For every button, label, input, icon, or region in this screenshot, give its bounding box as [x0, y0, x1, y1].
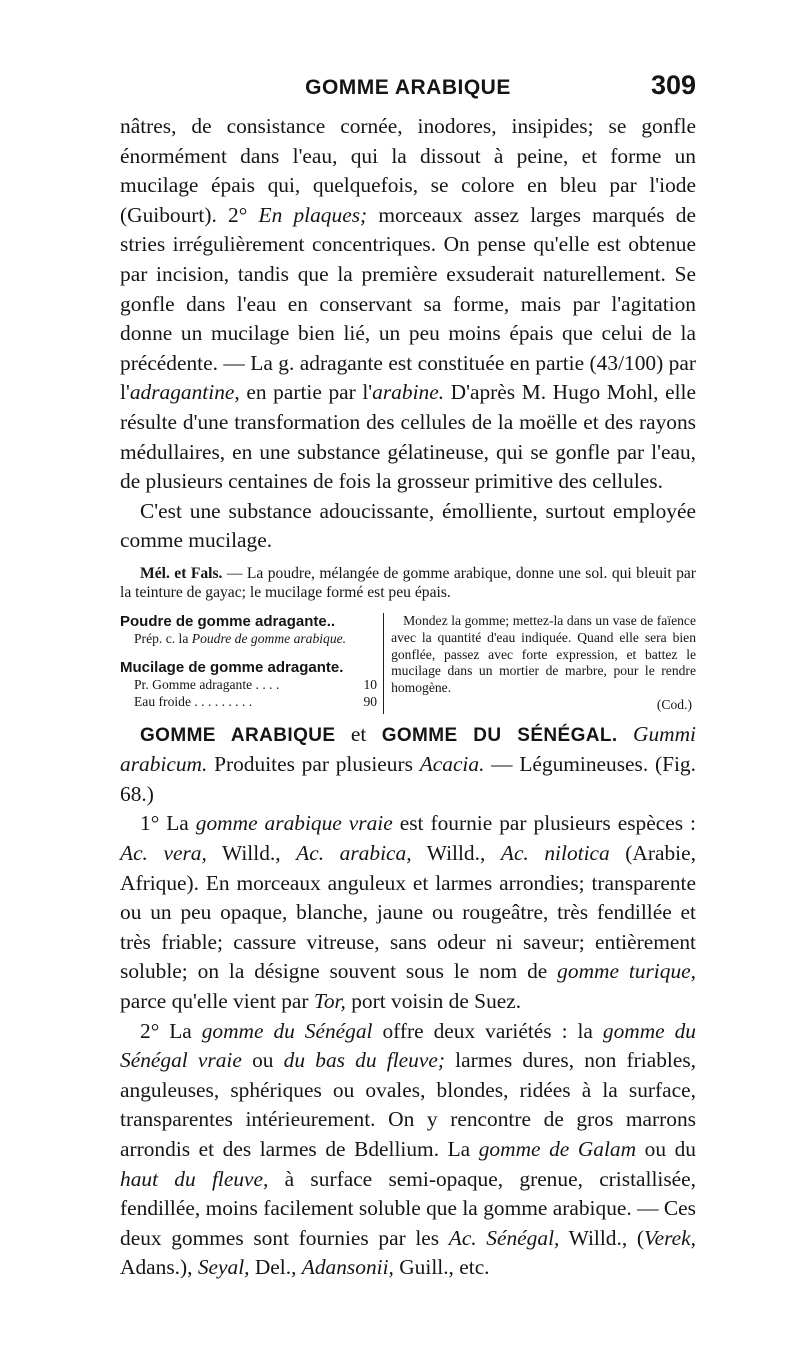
falsifications-label: Mél. et Fals.: [140, 564, 223, 582]
ingredient-quantity: 90: [363, 693, 378, 709]
text-run: Willd., (: [559, 1225, 644, 1250]
text-run: ou du: [636, 1137, 696, 1161]
text-run: est fournie par plusieurs espèces :: [392, 811, 696, 836]
text-run: 1° La: [140, 811, 196, 836]
recipe-title-mucilage: Mucilage de gomme adragante.: [120, 658, 344, 676]
paragraph-falsifications: [120, 564, 696, 602]
text-run: Adans.),: [120, 1255, 198, 1280]
paragraph-usage: C'est une substance adoucissante, émolliente, surtout employée comme mucilage.: [120, 498, 696, 553]
text-run: , en partie par l': [234, 380, 373, 405]
paragraph-adragante-plaques: [120, 112, 696, 497]
italic-run: Seyal,: [197, 1255, 250, 1280]
italic-run: gomme du Sénégal: [201, 1018, 373, 1043]
italic-run: Tor,: [313, 989, 346, 1014]
text-run: Prép. c. la: [134, 630, 192, 646]
text-run: [618, 722, 633, 746]
ingredient-label: Pr. Gomme adragante . . . .: [134, 676, 280, 692]
italic-run: Verek,: [643, 1225, 697, 1250]
italic-run: gomme du Sénégal vraie: [120, 1018, 696, 1073]
section-caps-title: GOMME DU SÉNÉGAL.: [381, 724, 618, 746]
recipe-preparation: [120, 631, 377, 648]
paragraph-gomme-du-senegal: [120, 1017, 696, 1283]
italic-run: Ac. arabica,: [296, 841, 412, 866]
ingredient-quantity: 10: [363, 676, 378, 692]
italic-run: Adansonii,: [301, 1255, 394, 1280]
italic-run: du bas du fleuve;: [283, 1048, 445, 1073]
text-run: morceaux assez larges marqués de stries irrégulièrement concentriques. On pense qu'elle est obtenue par incision, tandis que la première exsuderait naturellement. Se gonfle dans l'eau en conservant sa forme, mais par l'agitation donne un mucilage bien lié, un peu moins épais que celui de la précédente. — La g. adragante est constituée en partie (43/100) par l': [120, 202, 696, 405]
text-run: (Arabie, Afrique). En morceaux anguleux et larmes arrondies; transparente ou un peu opaque, blanche, jaune ou rougeâtre, très fendillée et très friable; cassure vitreuse, sans odeur ni saveur; entièrement soluble; on la désigne souvent sous le nom de: [120, 841, 696, 984]
text-run: port voisin de Suez.: [345, 989, 522, 1014]
ingredient-label: Eau froide . . . . . . . . .: [134, 693, 253, 709]
text-run: nâtres, de consistance cornée, inodores, insipides; se gonfle énormément dans l'eau, qui la dissout à peine, et forme un mucilage épais qui, quelquefois, se colore en bleu par l'iode (Guibourt). 2°: [120, 114, 696, 227]
text-run: — Légumineuses. (Fig. 68.): [120, 752, 696, 806]
text-run: offre deux variétés : la: [372, 1018, 603, 1043]
text-run: Willd.,: [411, 841, 501, 866]
paragraph-gomme-arabique-vraie: [120, 809, 696, 1016]
text-run: Willd.,: [206, 841, 297, 866]
section-caps-title: GOMME ARABIQUE: [140, 724, 336, 746]
recipe-ingredient-row: [120, 677, 377, 694]
italic-run: arabine.: [372, 380, 445, 405]
text-run: Del.,: [249, 1255, 302, 1280]
text-run: parce qu'elle vient par: [120, 989, 314, 1014]
italic-run: haut du fleuve,: [120, 1166, 269, 1191]
text-run: larmes dures, non friables, anguleuses, sphériques ou ovales, blondes, ridées à la surface, transparentes intérieurement. On y rencontre de gros marrons arrondis et des larmes de Bdellium. La: [120, 1048, 697, 1161]
running-title: GOMME ARABIQUE: [305, 76, 511, 99]
text-run: ou: [241, 1048, 284, 1073]
recipes-left-column: [120, 613, 383, 714]
page-number: 309: [650, 70, 696, 100]
italic-run: Ac. Sénégal,: [448, 1225, 560, 1250]
italic-run: gomme de Galam: [478, 1137, 637, 1161]
text-run: 2° La: [140, 1018, 202, 1043]
italic-run: Ac. nilotica: [500, 841, 610, 866]
text-run: et: [335, 721, 382, 746]
recipe-ingredient-row: [120, 694, 377, 711]
recipe-source: (Cod.): [656, 696, 692, 712]
italic-run: Gummi arabicum.: [120, 721, 696, 777]
section-heading-gomme-arabique: [120, 720, 696, 810]
italic-run: Poudre de gomme arabique.: [191, 630, 347, 646]
recipes-block: [120, 613, 696, 714]
text-run: — La poudre, mélangée de gomme arabique, donne une sol. qui bleuit par la teinture de gayac; le mucilage formé est peu épais.: [120, 564, 696, 601]
text-run: Guill., etc.: [393, 1255, 490, 1280]
italic-run: En plaques;: [258, 202, 368, 227]
text-run: D'après M. Hugo Mohl, elle résulte d'une transformation des cellules de la moëlle et des rayons médullaires, en une substance gélatineuse, qui se gonfle par l'eau, de plusieurs centaines de fois la grosseur primitive des cellules.: [120, 380, 696, 494]
italic-run: Acacia.: [419, 752, 485, 777]
italic-run: Ac. vera,: [120, 841, 207, 866]
recipe-instructions: Mondez la gomme; mettez-la dans un vase de faïence avec la quantité d'eau indiquée. Quand elle sera bien gonflée, passez avec forte expression, et battez le mucilage dans un mortier de marbre, pour le rendre homogène.: [391, 612, 696, 696]
text-run: Produites par plusieurs: [207, 752, 420, 777]
recipe-title-poudre: Poudre de gomme adragante..: [120, 612, 336, 630]
page-body: [120, 112, 696, 1283]
page-header: [120, 68, 696, 108]
text-run: à surface semi-opaque, grenue, cristallisée, fendillée, moins facilement soluble que la gomme arabique. — Ces deux gommes sont fournies par les: [120, 1166, 697, 1250]
italic-run: gomme arabique vraie: [195, 811, 393, 836]
italic-run: adragantine: [129, 380, 235, 405]
recipes-right-column: [383, 613, 696, 714]
italic-run: gomme turique,: [557, 959, 696, 984]
